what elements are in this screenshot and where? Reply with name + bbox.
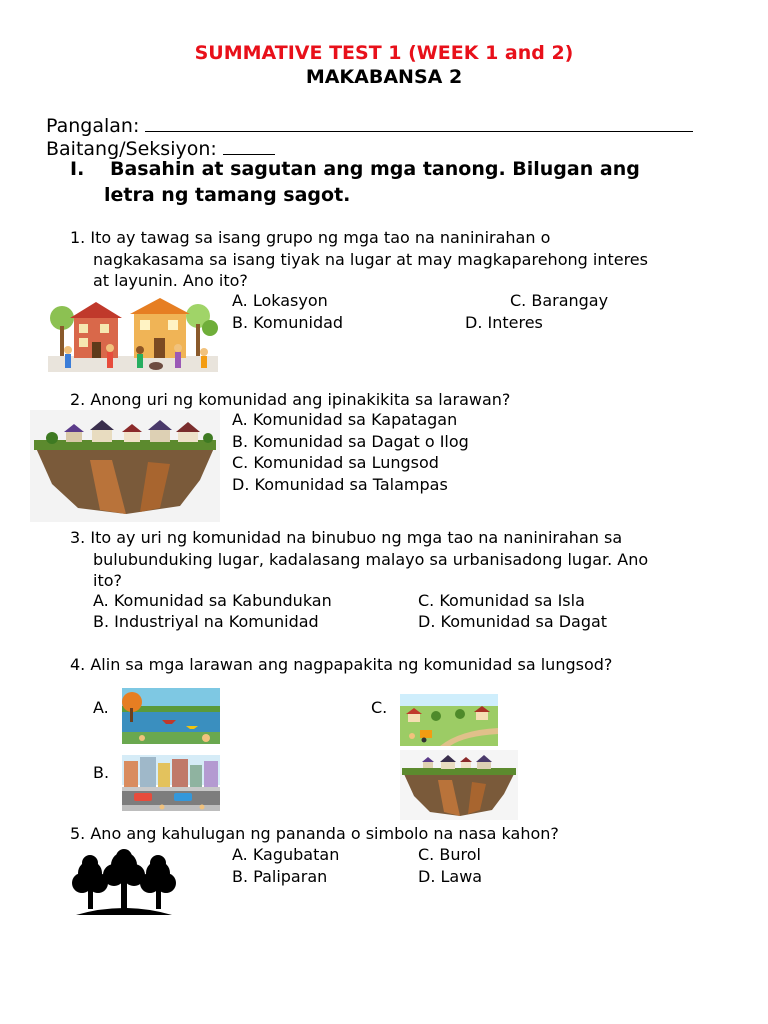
option-a[interactable]: A.: [93, 698, 109, 717]
option-b[interactable]: B. Industriyal na Komunidad: [93, 612, 319, 631]
farm-community-illustration[interactable]: [400, 694, 498, 746]
section-number: I.: [70, 158, 85, 180]
subject-title: MAKABANSA 2: [305, 66, 463, 88]
question-text: Ano ang kahulugan ng pananda o simbolo na nasa kahon?: [90, 824, 559, 843]
option-a[interactable]: A. Lokasyon: [232, 291, 328, 310]
name-blank[interactable]: [145, 113, 693, 132]
question-number: 4.: [70, 655, 86, 674]
question-text: nagkakasama sa isang tiyak na lugar at may magkaparehong interes: [93, 249, 648, 269]
question-number: 1.: [70, 228, 86, 247]
question-text: Alin sa mga larawan ang nagpapakita ng komunidad sa lungsod?: [90, 655, 613, 674]
instruction-line-1: Basahin at sagutan ang mga tanong. Bilugan ang: [110, 158, 640, 180]
option-b[interactable]: B. Paliparan: [232, 867, 328, 886]
option-b[interactable]: B. Komunidad: [232, 313, 344, 332]
question-text: ito?: [93, 571, 122, 590]
option-c[interactable]: C. Barangay: [510, 291, 609, 310]
forest-symbol-icon: [70, 849, 178, 917]
question-text: Ito ay tawag sa isang grupo ng mga tao na naninirahan o: [90, 228, 551, 247]
question-number: 5.: [70, 824, 86, 843]
instruction-line-2: letra ng tamang sagot.: [104, 184, 351, 206]
grade-label: Baitang/Seksiyon:: [46, 138, 217, 160]
question-text: bulubunduking lugar, kadalasang malayo sa urbanisadong lugar. Ano: [93, 549, 649, 569]
city-street-illustration[interactable]: [122, 755, 220, 811]
question-1: [70, 227, 750, 292]
option-b[interactable]: B. Komunidad sa Dagat o Ilog: [232, 432, 469, 451]
option-d[interactable]: D. Interes: [465, 313, 543, 332]
option-a[interactable]: A. Komunidad sa Kabundukan: [93, 591, 332, 610]
name-field: [46, 113, 693, 137]
plateau-community-illustration[interactable]: [400, 750, 518, 820]
instructions: [70, 156, 710, 208]
question-3: [70, 527, 750, 592]
question-4: [70, 654, 612, 676]
question-number: 2.: [70, 390, 86, 409]
option-d[interactable]: D. Lawa: [418, 867, 483, 886]
option-b[interactable]: B.: [93, 763, 110, 782]
grade-blank[interactable]: [223, 136, 275, 155]
name-label: Pangalan:: [46, 115, 140, 137]
option-a[interactable]: A. Komunidad sa Kapatagan: [232, 410, 458, 429]
plateau-community-illustration: [30, 410, 220, 522]
question-text: at layunin. Ano ito?: [93, 271, 248, 290]
option-c[interactable]: C. Komunidad sa Lungsod: [232, 453, 439, 472]
option-a[interactable]: A. Kagubatan: [232, 845, 340, 864]
question-5: [70, 823, 559, 845]
test-title: SUMMATIVE TEST 1 (WEEK 1 and 2): [194, 42, 574, 64]
lake-community-illustration[interactable]: [122, 688, 220, 744]
community-houses-illustration: [48, 296, 218, 372]
option-c[interactable]: C.: [371, 698, 388, 717]
option-c[interactable]: C. Komunidad sa Isla: [418, 591, 585, 610]
question-number: 3.: [70, 528, 86, 547]
question-2: [70, 389, 510, 411]
option-d[interactable]: D. Komunidad sa Dagat: [418, 612, 608, 631]
question-text: Anong uri ng komunidad ang ipinakikita sa larawan?: [90, 390, 511, 409]
option-d[interactable]: D. Komunidad sa Talampas: [232, 475, 448, 494]
option-c[interactable]: C. Burol: [418, 845, 481, 864]
question-text: Ito ay uri ng komunidad na binubuo ng mga tao na naninirahan sa: [90, 528, 623, 547]
